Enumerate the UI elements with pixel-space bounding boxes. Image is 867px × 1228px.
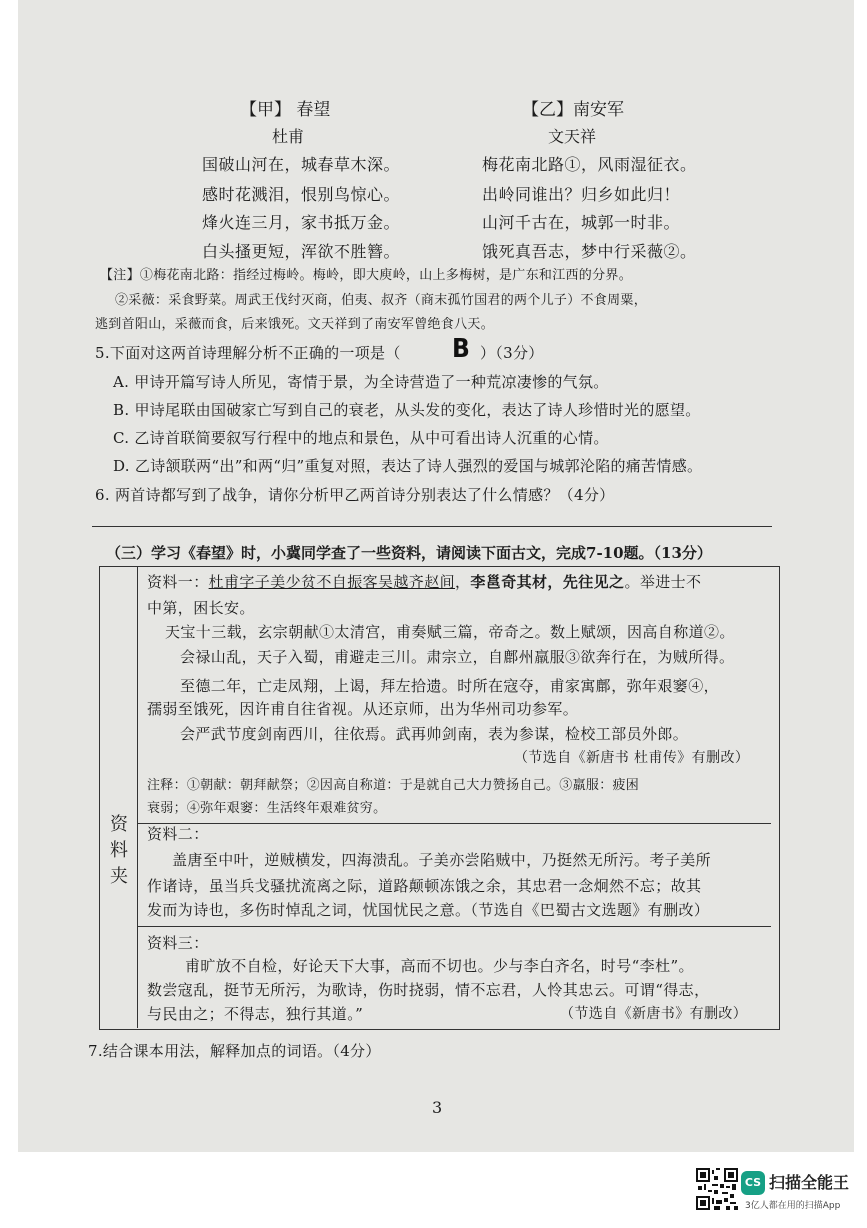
app-logo-icon: CS <box>741 1171 765 1195</box>
section-3-heading: （三）学习《春望》时，小冀同学查了一些资料，请阅读下面古文，完成7-10题。（13分） <box>106 544 712 562</box>
side-char: 资 <box>110 814 128 835</box>
material-1-first-line <box>147 571 701 592</box>
material-2-line: 盖唐至中叶，逆贼横发，四海溃乱。子美亦尝陷贼中，乃挺然无所污。考子美所 <box>172 851 712 869</box>
material-3-source: （节选自《新唐书》有删改） <box>560 1006 748 1022</box>
divider <box>92 526 772 527</box>
material-2-line: 发而为诗也，多伤时悼乱之词，忧国忧民之意。（节选自《巴蜀古文选题》有删改） <box>147 901 710 919</box>
question-5-option-b: B. 甲诗尾联由国破家亡写到自己的衰老，从头发的变化，表达了诗人珍惜时光的愿望。 <box>113 401 701 419</box>
question-5-option-a: A. 甲诗开篇写诗人所见，寄情于景，为全诗营造了一种荒凉凄惨的气氛。 <box>113 373 609 391</box>
poem-b-line: 梅花南北路①，风雨湿征衣。 <box>482 155 697 174</box>
question-5-stem: 5.下面对这两首诗理解分析不正确的一项是（ <box>95 344 401 362</box>
material-1-line: 天宝十三载，玄宗朝献①太清宫，甫奏赋三篇，帝奇之。数上赋颂，因高自称道②。 <box>165 623 735 641</box>
question-6: 6. 两首诗都写到了战争，请你分析甲乙两首诗分别表达了什么情感？（4分） <box>95 486 615 504</box>
material-folder-side <box>99 566 138 1028</box>
material-1-annotation: 注释：①朝献：朝拜献祭；②因高自称道：于是就自己大力赞扬自己。③羸服：疲困 <box>147 778 640 793</box>
material-3-line: 甫旷放不自检，好论天下大事，高而不切也。少与李白齐名，时号“李杜”。 <box>185 957 694 975</box>
page-number: 3 <box>432 1098 443 1117</box>
side-char: 料 <box>110 840 128 861</box>
material-3-line: 与民由之；不得志，独行其道。” <box>147 1005 364 1023</box>
line-end: 。举进士不 <box>624 573 702 591</box>
poem-b-title: 【乙】南安军 <box>522 100 624 120</box>
question-5-option-c: C. 乙诗首联简要叙写行程中的地点和景色，从中可看出诗人沉重的心情。 <box>113 429 609 447</box>
poem-a-title: 【甲】 春望 <box>240 100 331 120</box>
poem-b-line: 出岭同谁出？归乡如此归！ <box>482 185 681 204</box>
poem-a-line: 感时花溅泪，恨别鸟惊心。 <box>202 185 401 204</box>
side-char: 夹 <box>110 866 128 887</box>
material-1-line: 至德二年，亡走凤翔，上谒，拜左拾遗。时所在寇夺，甫家寓鄜，弥年艰窭④， <box>180 677 720 695</box>
material-1-label: 资料一： <box>147 573 209 591</box>
material-3-label: 资料三： <box>147 934 209 952</box>
poem-a-line: 国破山河在，城春草木深。 <box>202 155 401 174</box>
question-5-score: ）（3分） <box>480 344 544 362</box>
material-2-line: 作诸诗，虽当兵戈骚扰流离之际，道路颠顿冻饿之余，其忠君一念炯然不忘；故其 <box>147 877 702 895</box>
poem-note: ②采薇：采食野菜。周武王伐纣灭商，伯夷、叔齐（商末孤竹国君的两个儿子）不食周粟， <box>115 293 648 308</box>
material-1-line: 会禄山乱，天子入蜀，甫避走三川。肃宗立，自鄜州羸服③欲奔行在，为贼所得。 <box>180 648 735 666</box>
underlined-sentence: 杜甫字子美少贫不自振客吴越齐赵间 <box>208 573 456 591</box>
material-1-annotation: 衰弱；④弥年艰窭：生活终年艰难贫穷。 <box>147 801 387 816</box>
app-tagline: 3亿人都在用的扫描App <box>745 1201 841 1211</box>
handwritten-answer: B <box>451 334 470 364</box>
poem-b-author: 文天祥 <box>548 127 597 146</box>
qr-code-icon <box>696 1168 738 1210</box>
poem-note: 【注】①梅花南北路：指经过梅岭。梅岭，即大庾岭，山上多梅树，是广东和江西的分界。 <box>100 268 633 283</box>
poem-b-line: 山河千古在，城郭一时非。 <box>482 213 681 232</box>
poem-a-line: 白头搔更短，浑欲不胜簪。 <box>202 242 401 261</box>
comma: ， <box>455 573 471 591</box>
app-name: 扫描全能王 <box>769 1173 850 1192</box>
poem-a-author: 杜甫 <box>272 127 305 146</box>
question-7: 7.结合课本用法，解释加点的词语。（4分） <box>88 1042 381 1060</box>
bold-sentence: 李邕奇其材，先往见之 <box>470 573 625 591</box>
material-1-line: 会严武节度剑南西川，往依焉。武再帅剑南，表为参谋，检校工部员外郎。 <box>180 725 689 743</box>
material-1-line: 孺弱至饿死，因许甫自往省视。从还京师，出为华州司功参军。 <box>147 700 579 718</box>
material-1-source: （节选自《新唐书 杜甫传》有删改） <box>514 750 750 766</box>
material-folder-label <box>108 812 130 890</box>
material-3-line: 数尝寇乱，挺节无所污，为歌诗，伤时挠弱，情不忘君，人怜其忠云。可谓“得志， <box>147 981 710 999</box>
material-1-line: 中第，困长安。 <box>147 599 255 617</box>
poem-b-line: 饿死真吾志，梦中行采薇②。 <box>482 242 697 261</box>
poem-a-line: 烽火连三月，家书抵万金。 <box>202 213 401 232</box>
poem-note: 逃到首阳山，采薇而食，后来饿死。文天祥到了南安军曾绝食八天。 <box>95 317 495 332</box>
question-5-option-d: D. 乙诗颔联两“出”和两“归”重复对照，表达了诗人强烈的爱国与城郭沦陷的痛苦情感。 <box>113 457 703 475</box>
material-2-label: 资料二： <box>147 825 209 843</box>
